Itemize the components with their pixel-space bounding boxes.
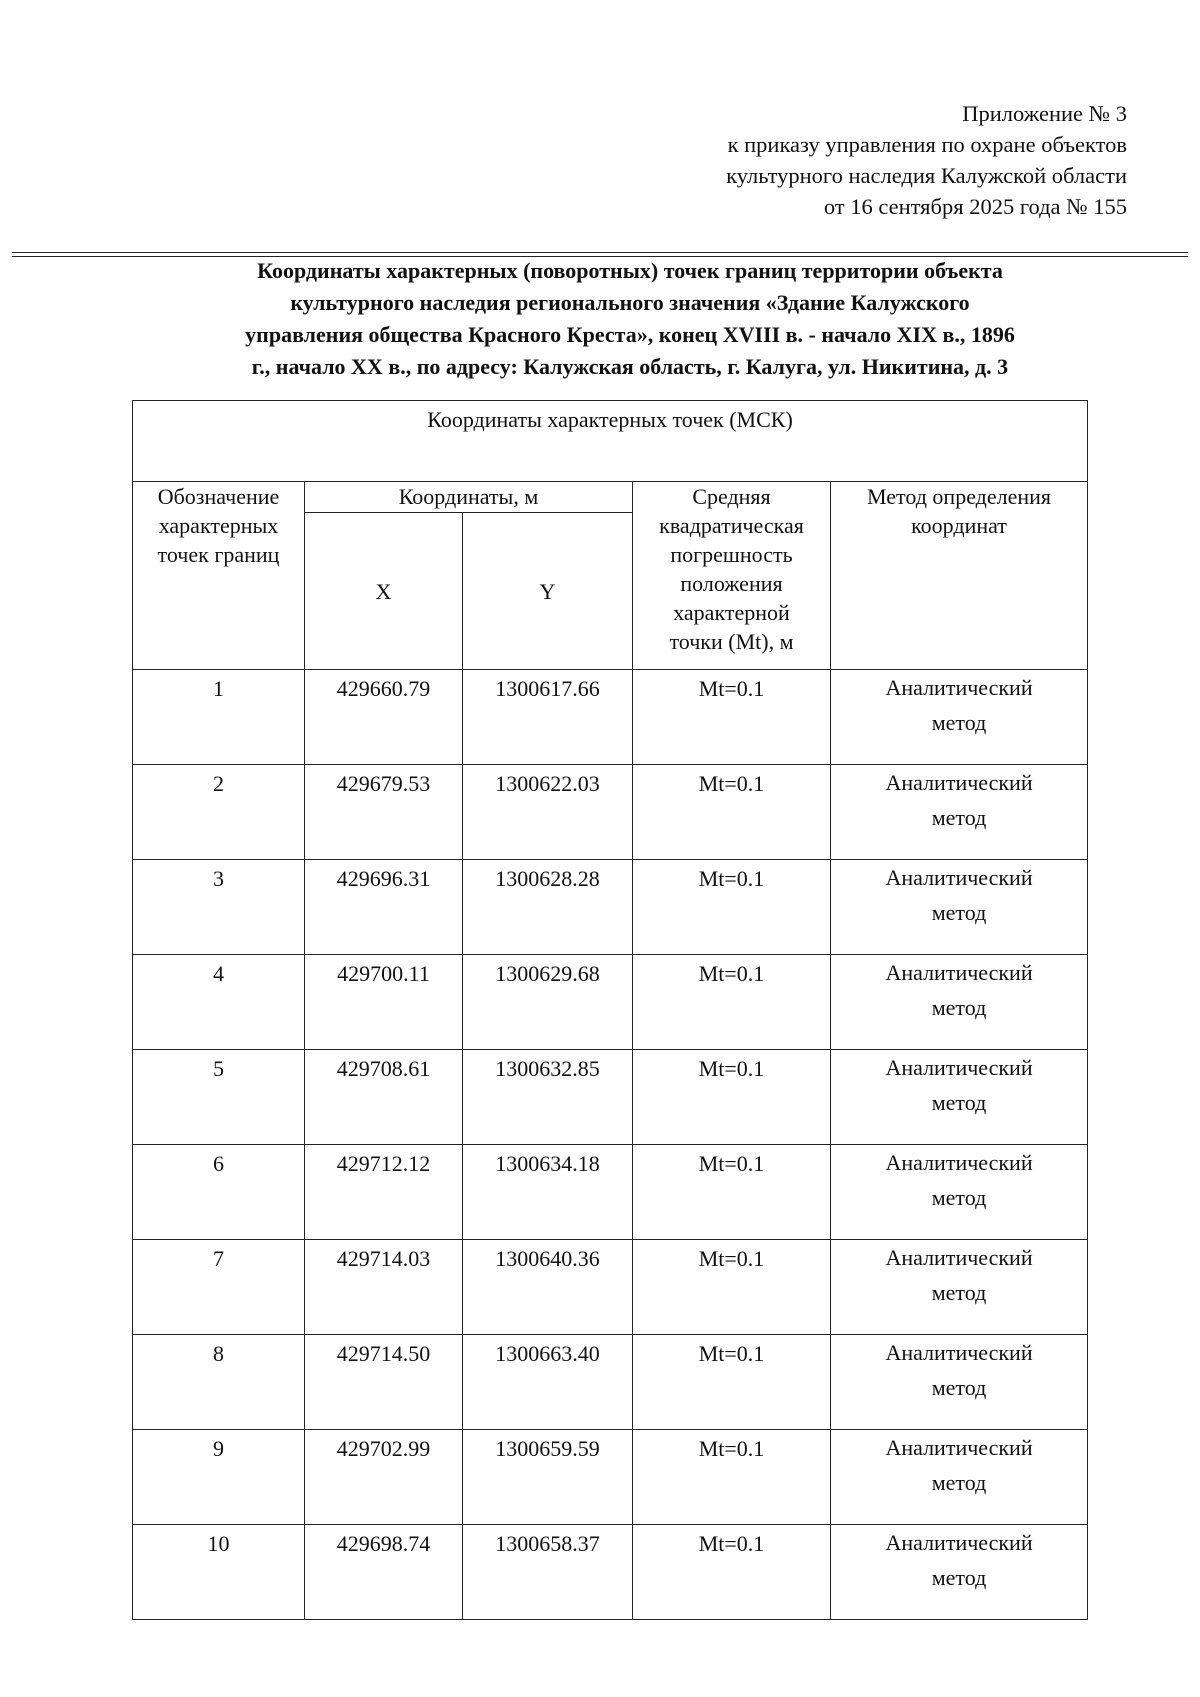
x-coordinate-cell: 429714.50 bbox=[305, 1335, 463, 1430]
y-coordinate-cell: 1300629.68 bbox=[463, 955, 633, 1050]
y-coordinate-cell: 1300617.66 bbox=[463, 670, 633, 765]
header-designation bbox=[133, 482, 305, 670]
x-coordinate-cell: 429700.11 bbox=[305, 955, 463, 1050]
mean-square-error-cell: Mt=0.1 bbox=[633, 1145, 831, 1240]
header-method bbox=[831, 482, 1088, 670]
method-line: метод bbox=[931, 1090, 987, 1115]
method-line: метод bbox=[931, 1470, 987, 1495]
method-line: метод bbox=[931, 710, 987, 735]
method-cell bbox=[831, 955, 1088, 1050]
method-cell bbox=[831, 1050, 1088, 1145]
y-coordinate-cell: 1300634.18 bbox=[463, 1145, 633, 1240]
title-line-3: управления общества Красного Креста», конец XVIII в. - начало XIX в., 1896 bbox=[245, 322, 1015, 347]
y-coordinate-cell: 1300632.85 bbox=[463, 1050, 633, 1145]
method-line: Аналитический bbox=[885, 1340, 1033, 1365]
header-mean-square-error bbox=[633, 482, 831, 670]
y-coordinate-cell: 1300658.37 bbox=[463, 1525, 633, 1620]
table-body bbox=[133, 670, 1088, 1620]
method-cell bbox=[831, 1145, 1088, 1240]
table-row bbox=[133, 1525, 1088, 1620]
x-coordinate-cell: 429714.03 bbox=[305, 1240, 463, 1335]
header-error-line: точки (Mt), м bbox=[669, 629, 794, 654]
header-x: X bbox=[305, 513, 463, 670]
header-y: Y bbox=[463, 513, 633, 670]
method-line: метод bbox=[931, 1280, 987, 1305]
table-row bbox=[133, 1430, 1088, 1525]
method-line: метод bbox=[931, 805, 987, 830]
document-title bbox=[140, 255, 1120, 383]
mean-square-error-cell: Mt=0.1 bbox=[633, 1335, 831, 1430]
method-line: Аналитический bbox=[885, 960, 1033, 985]
header-method-line: координат bbox=[911, 513, 1007, 538]
header-designation-line: Обозначение bbox=[157, 484, 280, 509]
method-cell bbox=[831, 1335, 1088, 1430]
y-coordinate-cell: 1300628.28 bbox=[463, 860, 633, 955]
header-designation-line: точек границ bbox=[157, 542, 280, 567]
table-row bbox=[133, 1335, 1088, 1430]
appendix-order-line: к приказу управления по охране объектов bbox=[727, 132, 1127, 157]
method-line: метод bbox=[931, 1185, 987, 1210]
appendix-authority-line: культурного наследия Калужской области bbox=[726, 163, 1127, 188]
mean-square-error-cell: Mt=0.1 bbox=[633, 1525, 831, 1620]
point-number-cell: 9 bbox=[133, 1430, 305, 1525]
table-row bbox=[133, 1050, 1088, 1145]
method-cell bbox=[831, 860, 1088, 955]
method-cell bbox=[831, 765, 1088, 860]
table-caption: Координаты характерных точек (МСК) bbox=[133, 401, 1088, 482]
mean-square-error-cell: Mt=0.1 bbox=[633, 955, 831, 1050]
mean-square-error-cell: Mt=0.1 bbox=[633, 1430, 831, 1525]
method-line: Аналитический bbox=[885, 1530, 1033, 1555]
appendix-date-line: от 16 сентября 2025 года № 155 bbox=[823, 194, 1127, 219]
header-error-line: Средняя bbox=[692, 484, 771, 509]
table-header bbox=[133, 401, 1088, 670]
x-coordinate-cell: 429702.99 bbox=[305, 1430, 463, 1525]
x-coordinate-cell: 429660.79 bbox=[305, 670, 463, 765]
title-line-4: г., начало XX в., по адресу: Калужская область, г. Калуга, ул. Никитина, д. 3 bbox=[251, 354, 1009, 379]
header-error-line: характерной bbox=[673, 600, 790, 625]
method-cell bbox=[831, 1430, 1088, 1525]
x-coordinate-cell: 429708.61 bbox=[305, 1050, 463, 1145]
point-number-cell: 5 bbox=[133, 1050, 305, 1145]
point-number-cell: 7 bbox=[133, 1240, 305, 1335]
point-number-cell: 2 bbox=[133, 765, 305, 860]
header-coordinates: Координаты, м bbox=[305, 482, 633, 513]
point-number-cell: 3 bbox=[133, 860, 305, 955]
table-row bbox=[133, 765, 1088, 860]
method-line: метод bbox=[931, 1565, 987, 1590]
y-coordinate-cell: 1300659.59 bbox=[463, 1430, 633, 1525]
y-coordinate-cell: 1300663.40 bbox=[463, 1335, 633, 1430]
x-coordinate-cell: 429679.53 bbox=[305, 765, 463, 860]
header-error-line: положения bbox=[680, 571, 783, 596]
method-line: Аналитический bbox=[885, 1435, 1033, 1460]
table-row bbox=[133, 1240, 1088, 1335]
point-number-cell: 4 bbox=[133, 955, 305, 1050]
table-row bbox=[133, 860, 1088, 955]
x-coordinate-cell: 429696.31 bbox=[305, 860, 463, 955]
header-error-line: квадратическая bbox=[659, 513, 804, 538]
y-coordinate-cell: 1300622.03 bbox=[463, 765, 633, 860]
method-line: Аналитический bbox=[885, 865, 1033, 890]
point-number-cell: 10 bbox=[133, 1525, 305, 1620]
coordinates-table bbox=[132, 400, 1088, 1620]
table-row bbox=[133, 1145, 1088, 1240]
method-line: метод bbox=[931, 900, 987, 925]
method-cell bbox=[831, 1240, 1088, 1335]
point-number-cell: 1 bbox=[133, 670, 305, 765]
point-number-cell: 6 bbox=[133, 1145, 305, 1240]
appendix-number: Приложение № 3 bbox=[962, 101, 1127, 126]
y-coordinate-cell: 1300640.36 bbox=[463, 1240, 633, 1335]
title-line-2: культурного наследия регионального значения «Здание Калужского bbox=[290, 290, 970, 315]
mean-square-error-cell: Mt=0.1 bbox=[633, 860, 831, 955]
mean-square-error-cell: Mt=0.1 bbox=[633, 670, 831, 765]
table-row bbox=[133, 670, 1088, 765]
method-line: Аналитический bbox=[885, 1245, 1033, 1270]
point-number-cell: 8 bbox=[133, 1335, 305, 1430]
title-line-1: Координаты характерных (поворотных) точек границ территории объекта bbox=[257, 258, 1003, 283]
mean-square-error-cell: Mt=0.1 bbox=[633, 1240, 831, 1335]
x-coordinate-cell: 429698.74 bbox=[305, 1525, 463, 1620]
x-coordinate-cell: 429712.12 bbox=[305, 1145, 463, 1240]
mean-square-error-cell: Mt=0.1 bbox=[633, 1050, 831, 1145]
method-line: метод bbox=[931, 995, 987, 1020]
method-line: метод bbox=[931, 1375, 987, 1400]
header-designation-line: характерных bbox=[158, 513, 279, 538]
header-error-line: погрешность bbox=[670, 542, 793, 567]
method-line: Аналитический bbox=[885, 675, 1033, 700]
mean-square-error-cell: Mt=0.1 bbox=[633, 765, 831, 860]
method-cell bbox=[831, 670, 1088, 765]
method-line: Аналитический bbox=[885, 1055, 1033, 1080]
method-line: Аналитический bbox=[885, 770, 1033, 795]
header-method-line: Метод определения bbox=[867, 484, 1052, 509]
method-cell bbox=[831, 1525, 1088, 1620]
method-line: Аналитический bbox=[885, 1150, 1033, 1175]
appendix-header bbox=[726, 98, 1127, 222]
table-row bbox=[133, 955, 1088, 1050]
